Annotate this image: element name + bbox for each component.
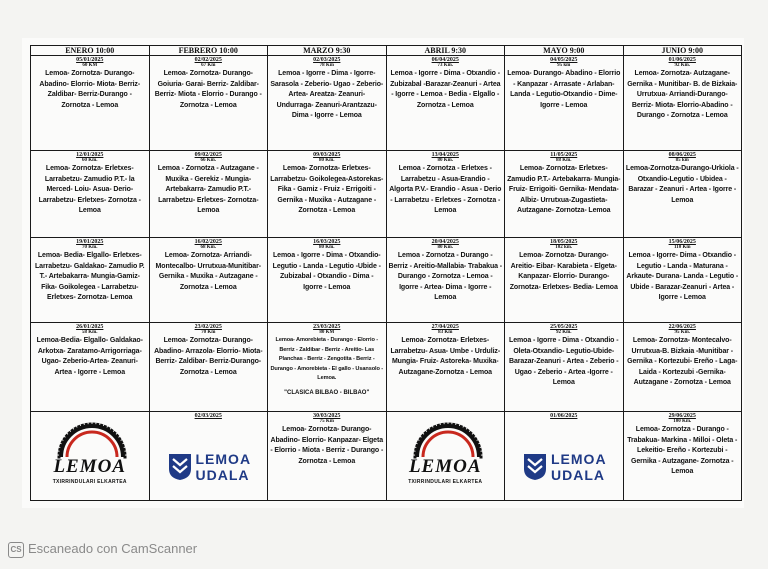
ride-date: 12/01/2025 [76, 152, 104, 158]
ride-date: 15/06/2025 [668, 239, 696, 245]
ride-date: 09/02/2025 [194, 152, 222, 158]
ride-cell [386, 151, 505, 238]
ride-date: 02/03/2025 [194, 413, 222, 419]
gear-chainring-icon [53, 421, 131, 461]
ride-cell [149, 412, 268, 501]
ride-distance: 80 Km. [318, 245, 335, 250]
ride-distance: 80 KM [319, 330, 335, 335]
ride-cell [623, 238, 742, 323]
ride-distance: 92 Km. [555, 330, 572, 335]
ride-route: Lemoa- Zornotza- Erletxes-Larrabetzu- Zamudio P.T.- la Merced- Loiu- Asua- Derio-Larrabetzu- Erletxes- Zornotza - Lemoa [38, 165, 141, 214]
ride-date: 27/04/2025 [431, 324, 459, 330]
ride-distance: 60 Km. [81, 158, 98, 163]
month-header: MAYO 9:00 [505, 46, 624, 56]
ride-route: Lemoa - Igorre - Dima - Otxandio- Legutio - Landa - Legutio -Ubide - Zubizabal - Otxandio - Dima - Igorre - Lemoa [272, 252, 381, 291]
ride-route: Lemoa- Bedia- Elgallo- Erletxes- Larrabetzu- Galdakao- Zamudio P. T.- Artebakarra- Mungia-Gamiz- Fika- Goikolegea - Larrabetzu- Erletxes- Zornotza- Lemoa [35, 252, 145, 301]
ride-distance: 78 Km [319, 63, 334, 68]
ride-route: Lemoa- Zornotza - Durango - Trabakua- Markina - Milloi - Oleta - Lekeitio- Ereño - Kortezubi - Gernika - Autzagane- Zornotza - Lemoa [627, 426, 738, 475]
ride-distance: 88 Km. [555, 158, 572, 163]
ride-cell [386, 238, 505, 323]
ride-route: Lemoa- Amorebieta - Durango - Elorrio - Berriz - Zaldibar - Berriz - Areitio- Las Planchas - Berriz - Zengotita - Berriz - Durango - Amorebieta - El gallo - Usansolo - Lemoa. [270, 337, 384, 381]
ride-route: Lemoa - Igorre - Dima - Otxandio - Oleta-Otxandio- Legutio-Ubide-Barazar-Zeanuri - Artea - Zeberio - Ugao - Zeberio - Artea -Igorre - Lemoa [509, 337, 619, 386]
ride-cell [505, 238, 624, 323]
logo-wordmark: LEMOA [408, 456, 482, 477]
ride-cell [505, 56, 624, 151]
ride-distance: 80 Km. [437, 245, 454, 250]
ride-date: 23/03/2025 [313, 324, 341, 330]
ride-distance: 66 Km. [200, 158, 217, 163]
ride-route: Lemoa - Igorre - Dima - Otxandio - Zubizabal -Barazar-Zeanuri - Artea - Igorre - Lemoa - Bedia - Elgallo - Zornotza - Lemoa [390, 70, 501, 109]
ride-route: Lemoa - Zornotza - Erletxes - Larrabetzu - Asua-Erandio - Algorta P.V.- Erandio - Asua - Derio - Larrabetzu - Erletxes - Zornotza - Lemoa [389, 165, 502, 214]
cycling-calendar-table [30, 45, 742, 501]
udala-word-1: LEMOA [551, 451, 607, 467]
ride-cell [386, 412, 505, 501]
logo-wordmark: LEMOA [53, 456, 127, 477]
ride-date: 18/05/2025 [550, 239, 578, 245]
udala-shield-icon [168, 453, 192, 481]
week-row [31, 151, 742, 238]
ride-route: Lemoa- Zornotza- Erletxes- Zamudio P.T.- Artebakarra- Mungia- Fruiz- Errigoiti- Gernika- Mendata- Albiz- Urrutxua-Zugastieta- Autzagane- Zornotza- Lemoa [507, 165, 621, 214]
ride-cell [268, 56, 387, 151]
ride-cell [149, 323, 268, 412]
ride-date: 01/06/2025 [668, 57, 696, 63]
lemoa-txirrindulari-logo [389, 413, 503, 491]
ride-date: 06/04/2025 [431, 57, 459, 63]
ride-cell [31, 56, 150, 151]
month-header: FEBRERO 10:00 [149, 46, 268, 56]
ride-distance: 75 Km [319, 419, 334, 424]
ride-date: 16/02/2025 [194, 239, 222, 245]
ride-distance: 83 Km [438, 330, 453, 335]
ride-date: 29/06/2025 [668, 413, 696, 419]
ride-cell [505, 151, 624, 238]
month-header: JUNIO 9:00 [623, 46, 742, 56]
ride-distance: 58 Km. [81, 330, 98, 335]
ride-cell [623, 151, 742, 238]
camscanner-text: Escaneado con CamScanner [28, 541, 198, 556]
ride-cell [31, 323, 150, 412]
camscanner-icon: CS [8, 542, 24, 558]
ride-cell [268, 323, 387, 412]
ride-date: 09/03/2025 [313, 152, 341, 158]
logo-subtitle: TXIRRINDULARI ELKARTEA [52, 479, 127, 485]
ride-date: 01/06/2025 [550, 413, 578, 419]
ride-distance: 92 Km. [674, 63, 691, 68]
ride-cell [623, 56, 742, 151]
ride-cell [505, 412, 624, 501]
ride-cell [386, 56, 505, 151]
ride-date: 05/01/2025 [76, 57, 104, 63]
ride-distance: 70 Km [201, 330, 216, 335]
ride-date: 13/04/2025 [431, 152, 459, 158]
ride-route: Lemoa- Zornotza- Erletxes- Larrabetzu- Asua- Umbe - Urduliz- Mungia- Fruiz- Astoreka- Muxika- Autzagane-Zornotza - Lemoa [390, 337, 501, 376]
ride-cell [31, 412, 150, 501]
lemoa-txirrindulari-logo [33, 413, 147, 491]
week-row [31, 56, 742, 151]
ride-distance: 95 Km. [674, 330, 691, 335]
ride-distance: 70 Km. [81, 245, 98, 250]
ride-route: Lemoa - Igorre- Dima - Otxandio - Legutio - Landa - Maturana - Arkaute- Durana- Landa - Legutio - Ubide - Barazar-Zeanuri - Artea - Igorre - Lemoa [626, 252, 739, 301]
ride-date: 26/01/2025 [76, 324, 104, 330]
ride-distance: 100 Km. [673, 419, 692, 424]
ride-cell [623, 323, 742, 412]
ride-cell [268, 238, 387, 323]
ride-route: Lemoa- Zornotza- Durango-Abadino- Elorrio- Miota- Berriz- Zaldibar- Berriz-Durango - Zornotza - Lemoa [39, 70, 141, 109]
ride-date: 11/05/2025 [550, 152, 578, 158]
ride-cell [149, 151, 268, 238]
ride-cell [149, 238, 268, 323]
ride-route: Lemoa- Zornotza- Durango- Areitio- Eibar- Karabieta - Elgeta- Kanpazar- Elorrio- Durango- Zornotza- Erletxes- Bedia- Lemoa [509, 252, 618, 291]
week-row [31, 323, 742, 412]
month-header: ENERO 10:00 [31, 46, 150, 56]
lemoa-udala-logo [152, 419, 266, 497]
ride-route: Lemoa - Zornotza - Autzagane - Muxika - Gerekiz - Mungia- Artebakarra- Zamudio P.T.- Larrabetzu- Erletxes- Zornotza- Lemoa [157, 165, 259, 214]
ride-route: Lemoa-Bedia- Elgallo- Galdakao- Arkotxa- Zaratamo-Arrigorriaga- Ugao- Zeberio-Artea- Zeanuri- Artea - Igorre - Lemoa [36, 337, 143, 376]
ride-distance: 80 Km. [318, 158, 335, 163]
ride-distance: 67 Km [201, 63, 216, 68]
gear-chainring-icon [409, 421, 487, 461]
ride-note: "CLASICA BILBAO - BILBAO" [284, 389, 370, 396]
ride-cell [268, 412, 387, 501]
ride-date: 23/02/2025 [194, 324, 222, 330]
ride-date: 16/03/2025 [313, 239, 341, 245]
ride-cell [623, 412, 742, 501]
ride-distance: 95 km [557, 63, 571, 68]
week-row [31, 412, 742, 501]
month-header: MARZO 9:30 [268, 46, 387, 56]
udala-shield-icon [523, 453, 547, 481]
ride-distance: 80 Km. [437, 158, 454, 163]
ride-route: Lemoa- Zornotza- Montecalvo-Urrutxua-B. Bizkaia -Munitibar - Gernika - Kortezubi- Ereño - Laga- Laida - Kortezubi -Gernika-Autzagane - Zornotza - Lemoa [627, 337, 738, 386]
ride-distance: 110 Km [673, 245, 691, 250]
camscanner-footer [8, 541, 197, 558]
ride-distance: 102 km. [555, 245, 573, 250]
udala-word-2: UDALA [551, 467, 605, 483]
ride-date: 02/02/2025 [194, 57, 222, 63]
ride-route: Lemoa-Zornotza-Durango-Urkiola -Otxandio-Legutio - Ubidea - Barazar - Zeanuri - Artea - Igorre - Lemoa [625, 165, 739, 204]
ride-route: Lemoa- Zornotza- Durango- Abadino- Arrazola- Elorrio- Miota- Berriz- Zaldibar- Berriz-Durango- Zornotza - Lemoa [154, 337, 263, 376]
month-header: ABRIL 9:30 [386, 46, 505, 56]
ride-cell [268, 151, 387, 238]
udala-word-1: LEMOA [195, 451, 252, 467]
ride-date: 02/03/2025 [313, 57, 341, 63]
ride-route: Lemoa- Zornotza- Autzagane-Gernika - Munitibar- B. de Bizkaia- Urrutxua- Arriandi-Durango- Berriz- Miota- Elorrio-Abadino - Durango - Zornotza - Lemoa [627, 70, 738, 119]
lemoa-udala-logo [507, 419, 621, 497]
ride-route: Lemoa- Zornotza- Durango-Goiuria- Garai- Berriz- Zaldibar- Berriz- Miota - Elorrio - Durango - Zornotza - Lemoa [154, 70, 262, 109]
ride-distance: 60 KM [82, 63, 98, 68]
ride-distance: 73 Km. [437, 63, 454, 68]
logo-subtitle: TXIRRINDULARI ELKARTEA [408, 479, 483, 485]
ride-date: 30/03/2025 [313, 413, 341, 419]
ride-cell [505, 323, 624, 412]
udala-word-2: UDALA [195, 467, 250, 483]
ride-date: 25/05/2025 [550, 324, 578, 330]
ride-date: 22/06/2025 [668, 324, 696, 330]
ride-distance: 85 km [675, 158, 689, 163]
ride-route: Lemoa - Igorre - Dima - Igorre-Sarasola - Zeberio- Ugao - Zeberio- Artea- Areatza- Zeanuri- Undurraga- Zeanuri-Arantzazu-Dima - Igorre - Lemoa [270, 70, 384, 119]
ride-route: Lemoa- Zornotza- Durango-Abadino- Elorrio- Kanpazar- Elgeta - Elorrio - Miota - Berriz - Durango - Zornotza - Lemoa [270, 426, 384, 465]
ride-cell [386, 323, 505, 412]
ride-date: 04/05/2025 [550, 57, 578, 63]
week-row [31, 238, 742, 323]
ride-date: 19/01/2025 [76, 239, 104, 245]
ride-cell [149, 56, 268, 151]
month-header-row [31, 46, 742, 56]
ride-route: Lemoa - Zornotza - Durango - Berriz - Areitio-Mallabia- Trabakua -Durango - Zornotza - Lemoa - Igorre - Artea- Dima - Igorre - Lemoa [388, 252, 503, 301]
ride-route: Lemoa- Zornotza- Arriandi-Montecalbo- Urrutxua-Munitibar- Gernika - Muxika - Autzagane - Zornotza - Lemoa [155, 252, 261, 291]
ride-cell [31, 238, 150, 323]
ride-date: 08/06/2025 [668, 152, 696, 158]
ride-distance: 68 Km. [200, 245, 217, 250]
ride-route: Lemoa- Zornotza- Erletxes- Larrabetzu- Goikolegea-Astorekas- Fika - Gamiz - Fruiz - Errigoiti - Gernika - Muxika - Autzagane -Zornotza - Lemoa [270, 165, 384, 214]
ride-route: Lemoa- Durango- Abadino - Elorrio - Kanpazar - Arrasate - Arlaban-Landa - Legutio-Otxandio - Dime- Igorre - Lemoa [507, 70, 621, 109]
ride-cell [31, 151, 150, 238]
ride-date: 20/04/2025 [431, 239, 459, 245]
